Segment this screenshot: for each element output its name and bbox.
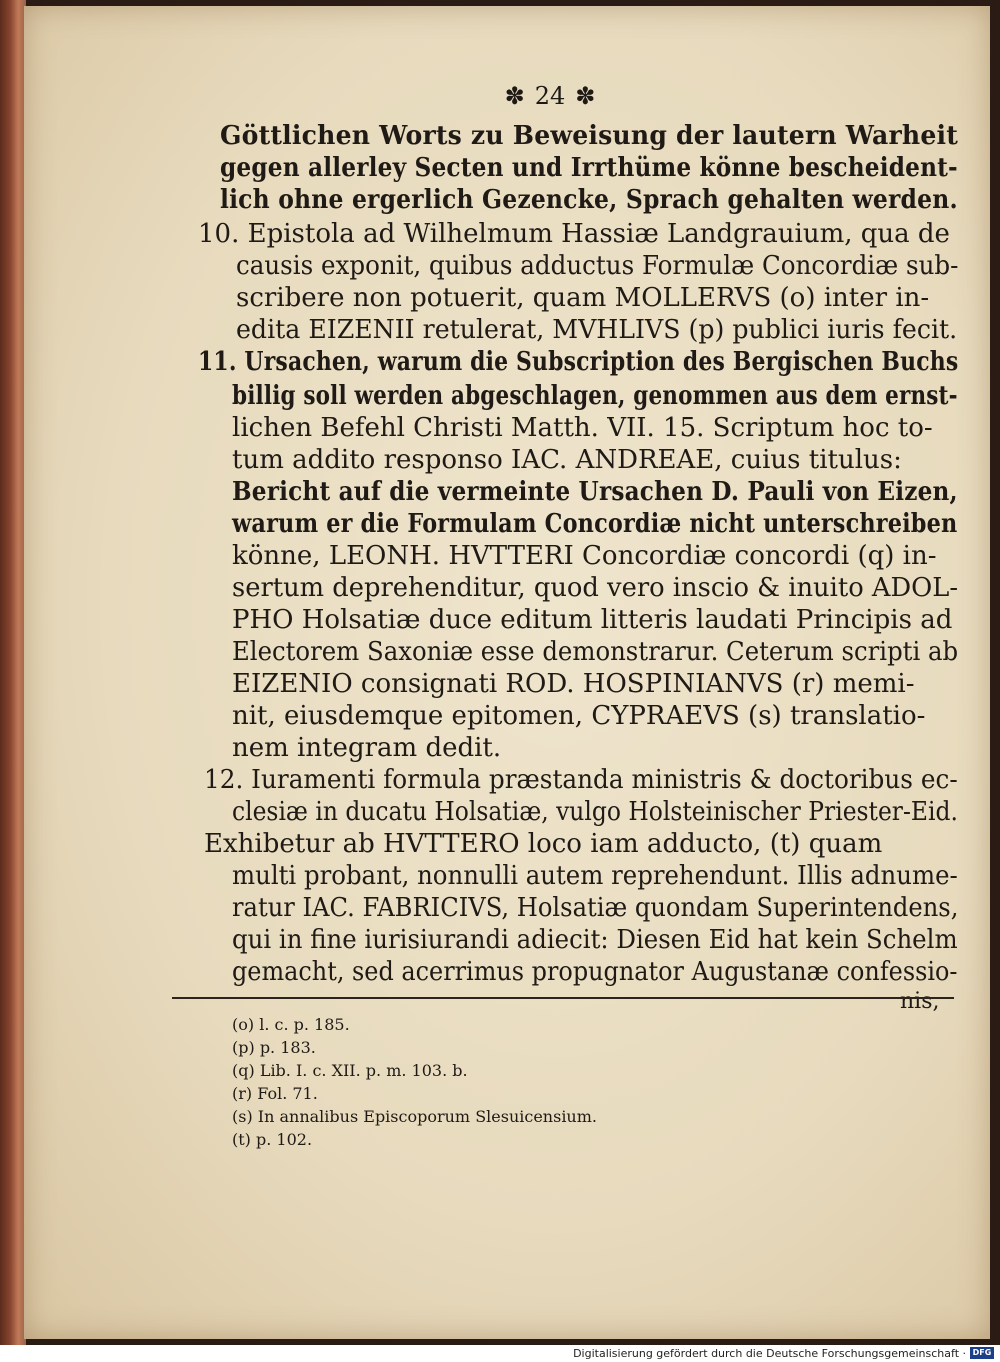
text-line: causis exponit, quibus adductus Formulæ Concordiæ sub-	[236, 251, 959, 281]
footnote: (s) In annalibus Episcoporum Slesuicensium.	[232, 1107, 597, 1126]
text-line: EIZENIO consignati ROD. HOSPINIANVS (r) memi-	[232, 669, 915, 699]
text-line: gegen allerley Secten und Irrthüme könne bescheident-	[220, 153, 958, 183]
text-line: ratur IAC. FABRICIVS, Holsatiæ quondam Superintendens,	[232, 893, 959, 923]
text-line: 12. Iuramenti formula præstanda ministris & doctoribus ec-	[204, 765, 958, 795]
ornament-left-icon: ✽	[504, 82, 525, 110]
ornament-right-icon: ✽	[575, 82, 596, 110]
text-line: sertum deprehenditur, quod vero inscio & inuito ADOL-	[232, 573, 959, 603]
text-line: scribere non potuerit, quam MOLLERVS (o) inter in-	[236, 283, 930, 313]
dfg-logo: DFG	[970, 1347, 994, 1359]
footnote: (t) p. 102.	[232, 1130, 313, 1149]
footnote: (o) l. c. p. 185.	[232, 1015, 350, 1034]
text-line: warum er die Formulam Concordiæ nicht unterschreiben	[232, 509, 958, 539]
page-number: 24	[534, 82, 566, 110]
text-line: nem integram dedit.	[232, 733, 502, 763]
text-line: Bericht auf die vermeinte Ursachen D. Pauli von Eizen,	[232, 477, 958, 507]
digitization-credit: Digitalisierung gefördert durch die Deutsche Forschungsgemeinschaft ·	[573, 1347, 966, 1360]
text-line: Göttlichen Worts zu Beweisung der lautern Warheit	[220, 121, 959, 151]
text-line: billig soll werden abgeschlagen, genommen aus dem ernst-	[232, 381, 958, 411]
text-line: clesiæ in ducatu Holsatiæ, vulgo Holsteinischer Priester-Eid.	[232, 797, 958, 827]
text-line: lich ohne ergerlich Gezencke, Sprach gehalten werden.	[220, 185, 958, 215]
footnote: (r) Fol. 71.	[232, 1084, 318, 1103]
text-line: edita EIZENII retulerat, MVHLIVS (p) publici iuris fecit.	[236, 315, 958, 345]
text-line: nis,	[900, 989, 940, 1014]
text-line: nit, eiusdemque epitomen, CYPRAEVS (s) translatio-	[232, 701, 926, 731]
text-line: Exhibetur ab HVTTERO loco iam adducto, (t) quam	[204, 829, 883, 859]
footnote: (p) p. 183.	[232, 1038, 316, 1057]
text-line: Electorem Saxoniæ esse demonstrarur. Ceterum scripti ab	[232, 637, 959, 667]
text-line: multi probant, nonnulli autem reprehendunt. Illis adnume-	[232, 861, 958, 891]
page-number-header	[470, 82, 630, 122]
text-line: lichen Befehl Christi Matth. VII. 15. Scriptum hoc to-	[232, 413, 933, 443]
text-line: 11. Ursachen, warum die Subscription des Bergischen Buchs	[198, 347, 959, 377]
text-line: qui in fine iurisiurandi adiecit: Diesen Eid hat kein Schelm	[232, 925, 958, 955]
footnote: (q) Lib. I. c. XII. p. m. 103. b.	[232, 1061, 468, 1080]
text-line: könne, LEONH. HVTTERI Concordiæ concordi (q) in-	[232, 541, 937, 571]
text-line: gemacht, sed acerrimus propugnator Augustanæ confessio-	[232, 957, 958, 987]
book-binding-edge	[0, 0, 26, 1345]
text-line: 10. Epistola ad Wilhelmum Hassiæ Landgrauium, qua de	[198, 219, 950, 249]
text-line: PHO Holsatiæ duce editum litteris laudati Principis ad	[232, 605, 953, 635]
footnote-divider	[172, 997, 954, 999]
text-line: tum addito responso IAC. ANDREAE, cuius titulus:	[232, 445, 902, 475]
